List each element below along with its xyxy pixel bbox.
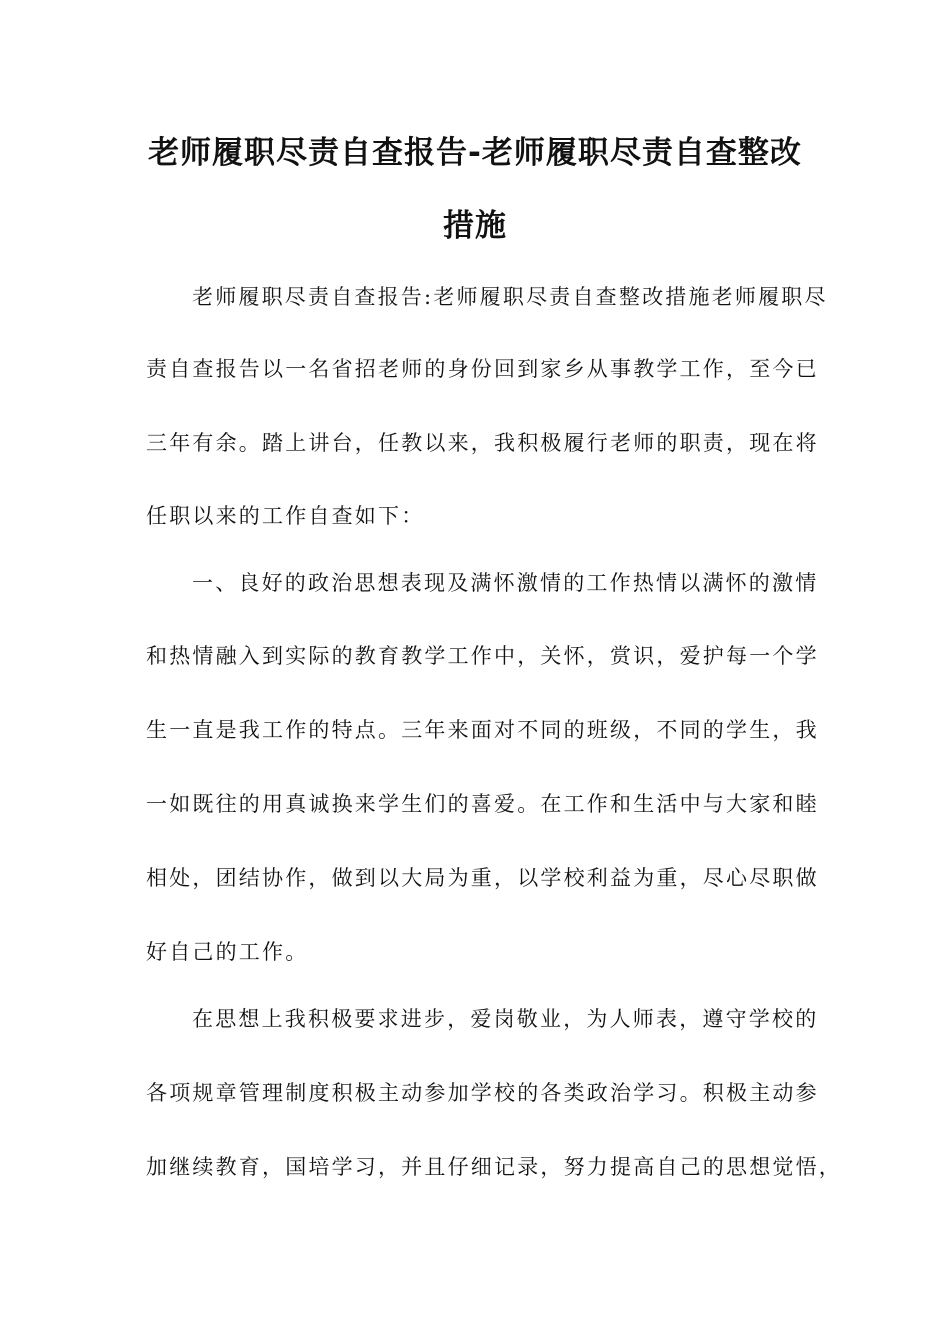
paragraph-line: 好自己的工作。 [146,940,309,964]
paragraph-line: 加继续教育，国培学习，并且仔细记录，努力提高自己的思想觉悟， [146,1155,842,1179]
paragraph-line: 生一直是我工作的特点。三年来面对不同的班级，不同的学生，我 [146,718,819,742]
paragraph-line: 任职以来的工作自查如下： [146,504,425,528]
paragraph-line: 相处，团结协作，做到以大局为重，以学校利益为重，尽心尽职做 [146,866,819,890]
paragraph-line: 一如既往的用真诚换来学生们的喜爱。在工作和生活中与大家和睦 [146,792,819,816]
paragraph-line: 三年有余。踏上讲台，任教以来，我积极履行老师的职责，现在将 [146,431,819,455]
paragraph-line: 老师履职尽责自查报告:老师履职尽责自查整改措施老师履职尽 [192,285,828,309]
paragraph-line: 各项规章管理制度积极主动参加学校的各类政治学习。积极主动参 [146,1081,819,1105]
paragraph-line: 在思想上我积极要求进步，爱岗敬业，为人师表，遵守学校的 [192,1007,819,1031]
paragraph-line: 责自查报告以一名省招老师的身份回到家乡从事教学工作，至今已 [146,357,819,381]
document-title-line-1: 老师履职尽责自查报告-老师履职尽责自查整改 [148,135,802,171]
paragraph-line: 和热情融入到实际的教育教学工作中，关怀，赏识，爱护每一个学 [146,644,819,668]
paragraph-line: 一、良好的政治思想表现及满怀激情的工作热情以满怀的激情 [192,571,819,595]
document-title-line-2: 措施 [443,208,507,244]
